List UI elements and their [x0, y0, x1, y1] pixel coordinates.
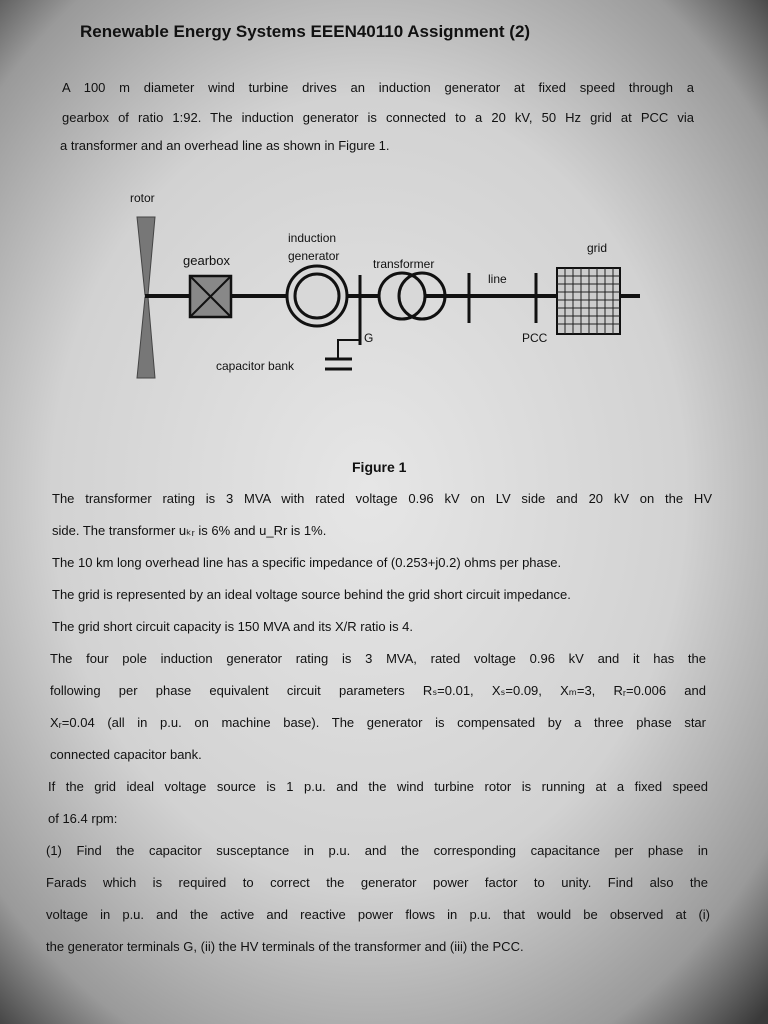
body-line: The grid short circuit capacity is 150 MVA and its X/R ratio is 4.: [52, 619, 414, 634]
rotor-blade: [137, 297, 155, 378]
line-label: line: [488, 272, 507, 286]
body-line: following per phase equivalent circuit parameters Rₛ=0.01, Xₛ=0.09, Xₘ=3, Rᵣ=0.006 and: [50, 683, 706, 698]
generator-label: induction: [288, 231, 337, 245]
body-line: the generator terminals G, (ii) the HV terminals of the transformer and (iii) the PCC.: [46, 939, 524, 954]
figure-1-diagram: [120, 180, 640, 390]
capacitor-label: capacitor bank: [216, 359, 295, 373]
body-line: If the grid ideal voltage source is 1 p.u. and the wind turbine rotor is running at a fixed speed: [48, 779, 708, 794]
body-line: Farads which is required to correct the generator power factor to unity. Find also the: [46, 875, 708, 890]
figure-caption: Figure 1: [352, 459, 407, 475]
page-title: Renewable Energy Systems EEEN40110 Assignment (2): [80, 22, 531, 41]
body-line: The grid is represented by an ideal voltage source behind the grid short circuit impedance.: [52, 587, 571, 602]
body-line: connected capacitor bank.: [50, 747, 202, 762]
generator-label: generator: [288, 249, 340, 263]
body-line: side. The transformer uₖᵣ is 6% and u_Rr is 1%.: [52, 523, 327, 538]
gearbox-label: gearbox: [183, 253, 230, 268]
grid-label: grid: [587, 241, 608, 255]
body-line: of 16.4 rpm:: [48, 811, 118, 826]
intro-line: gearbox of ratio 1:92. The induction generator is connected to a 20 kV, 50 Hz grid at PCC via: [62, 110, 694, 125]
pcc-label: PCC: [522, 331, 548, 345]
bus-g-label: G: [364, 331, 374, 345]
body-line: Xᵣ=0.04 (all in p.u. on machine base). The generator is compensated by a three phase star: [50, 715, 706, 730]
body-line: The 10 km long overhead line has a specific impedance of (0.253+j0.2) ohms per phase.: [52, 555, 562, 570]
gearbox-icon: [190, 276, 231, 317]
intro-line: a transformer and an overhead line as shown in Figure 1.: [60, 138, 390, 153]
induction-generator-icon: [287, 266, 347, 326]
grid-icon: [557, 268, 620, 334]
rotor-blade: [137, 217, 155, 295]
rotor-label: rotor: [130, 191, 155, 205]
body-line: The transformer rating is 3 MVA with rated voltage 0.96 kV on LV side and 20 kV on the HV: [52, 491, 712, 506]
intro-line: A 100 m diameter wind turbine drives an induction generator at fixed speed through a: [62, 80, 694, 95]
capacitor-icon: [325, 359, 352, 369]
body-line: The four pole induction generator rating is 3 MVA, rated voltage 0.96 kV and it has the: [50, 651, 706, 666]
transformer-label: transformer: [373, 257, 435, 271]
body-line: voltage in p.u. and the active and reactive power flows in p.u. that would be observed at (i): [46, 907, 710, 922]
capacitor-wire: [338, 340, 360, 358]
body-line: (1) Find the capacitor susceptance in p.u. and the corresponding capacitance per phase in: [46, 843, 708, 858]
